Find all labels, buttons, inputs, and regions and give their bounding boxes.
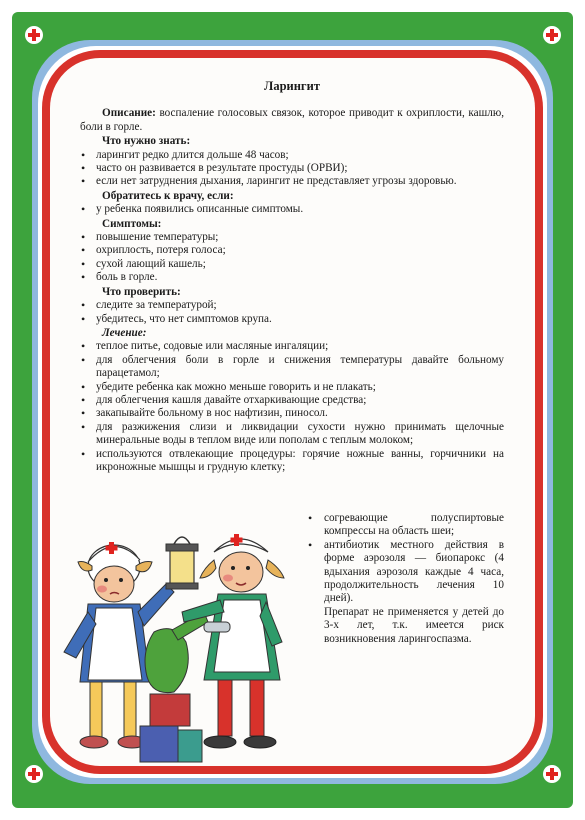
list-item: • сухой лающий кашель; (80, 258, 504, 271)
list-item: • теплое питье, содовые или масляные ингаляции; (80, 340, 504, 353)
section-heading-doctor: Обратитесь к врачу, если: (102, 189, 234, 202)
list-item: • если нет затруднения дыхания, ларингит не представляет угрозы здоровью. (80, 175, 504, 188)
medical-cross-icon (25, 26, 43, 44)
section-heading-check: Что проверить: (102, 285, 181, 298)
list-item: • для облегчения кашля давайте отхаркивающие средства; (80, 394, 504, 407)
medical-cross-icon (543, 26, 561, 44)
list-item: • используются отвлекающие процедуры: горячие ножные ванны, горчичники на икроножные мышцы и грудную клетку; (80, 448, 504, 475)
treatment-side-column (307, 512, 504, 646)
list-item: • охриплость, потеря голоса; (80, 244, 504, 257)
page-title: Ларингит (264, 79, 320, 93)
list-item: • боль в горле. (80, 271, 504, 284)
toy-cube (140, 726, 202, 762)
list-item: • ларингит редко длится дольше 48 часов; (80, 149, 504, 162)
list-check (80, 299, 504, 326)
list-item: • антибиотик местного действия в форме аэрозоля — биопарокс (4 вдыхания аэрозоля каждые 4 часа, продолжительность лечения 10 дней). (307, 539, 504, 606)
lantern-icon (166, 537, 198, 589)
section-heading-symptoms: Симптомы: (102, 217, 162, 230)
warning-note: Препарат не применяется у детей до 3-х лет, т.к. имеется риск возникновения ларингоспазма. (324, 605, 504, 645)
list-item: • для разжижения слизи и ликвидации сухости нужно принимать щелочные минеральные воды в теплом виде или пополам с теплым молоком; (80, 421, 504, 448)
list-item: • повышение температуры; (80, 231, 504, 244)
list-item: • согревающие полуспиртовые компрессы на область шеи; (307, 512, 504, 539)
doctor-girl-figure (182, 534, 284, 748)
medical-cross-icon (25, 765, 43, 783)
description-text: воспаление голосовых связок, которое приводит к охриплости, кашлю, боли в горле. (80, 107, 504, 133)
section-heading-treatment: Лечение: (102, 326, 147, 339)
crocodile-toy (145, 612, 208, 726)
list-item: • у ребенка появились описанные симптомы. (80, 203, 504, 216)
list-doctor (80, 203, 504, 216)
section-heading-know: Что нужно знать: (102, 135, 191, 148)
list-item: • убедитесь, что нет симптомов крупа. (80, 313, 504, 326)
list-item: • часто он развивается в результате простуды (ОРВИ); (80, 162, 504, 175)
description (80, 107, 504, 134)
children-doctors-illustration (54, 512, 310, 774)
list-item: • закапывайте больному в нос нафтизин, пиносол. (80, 407, 504, 420)
description-label: Описание: (102, 107, 156, 120)
list-item: • для облегчения боли в горле и снижения температуры давайте больному парацетамол; (80, 354, 504, 381)
list-treatment-continued (307, 512, 504, 606)
list-item: • следите за температурой; (80, 299, 504, 312)
medical-cross-icon (543, 765, 561, 783)
list-know (80, 149, 504, 189)
list-symptoms (80, 231, 504, 285)
list-treatment (80, 340, 504, 474)
article (80, 80, 504, 474)
list-item: • убедите ребенка как можно меньше говорить и не плакать; (80, 381, 504, 394)
